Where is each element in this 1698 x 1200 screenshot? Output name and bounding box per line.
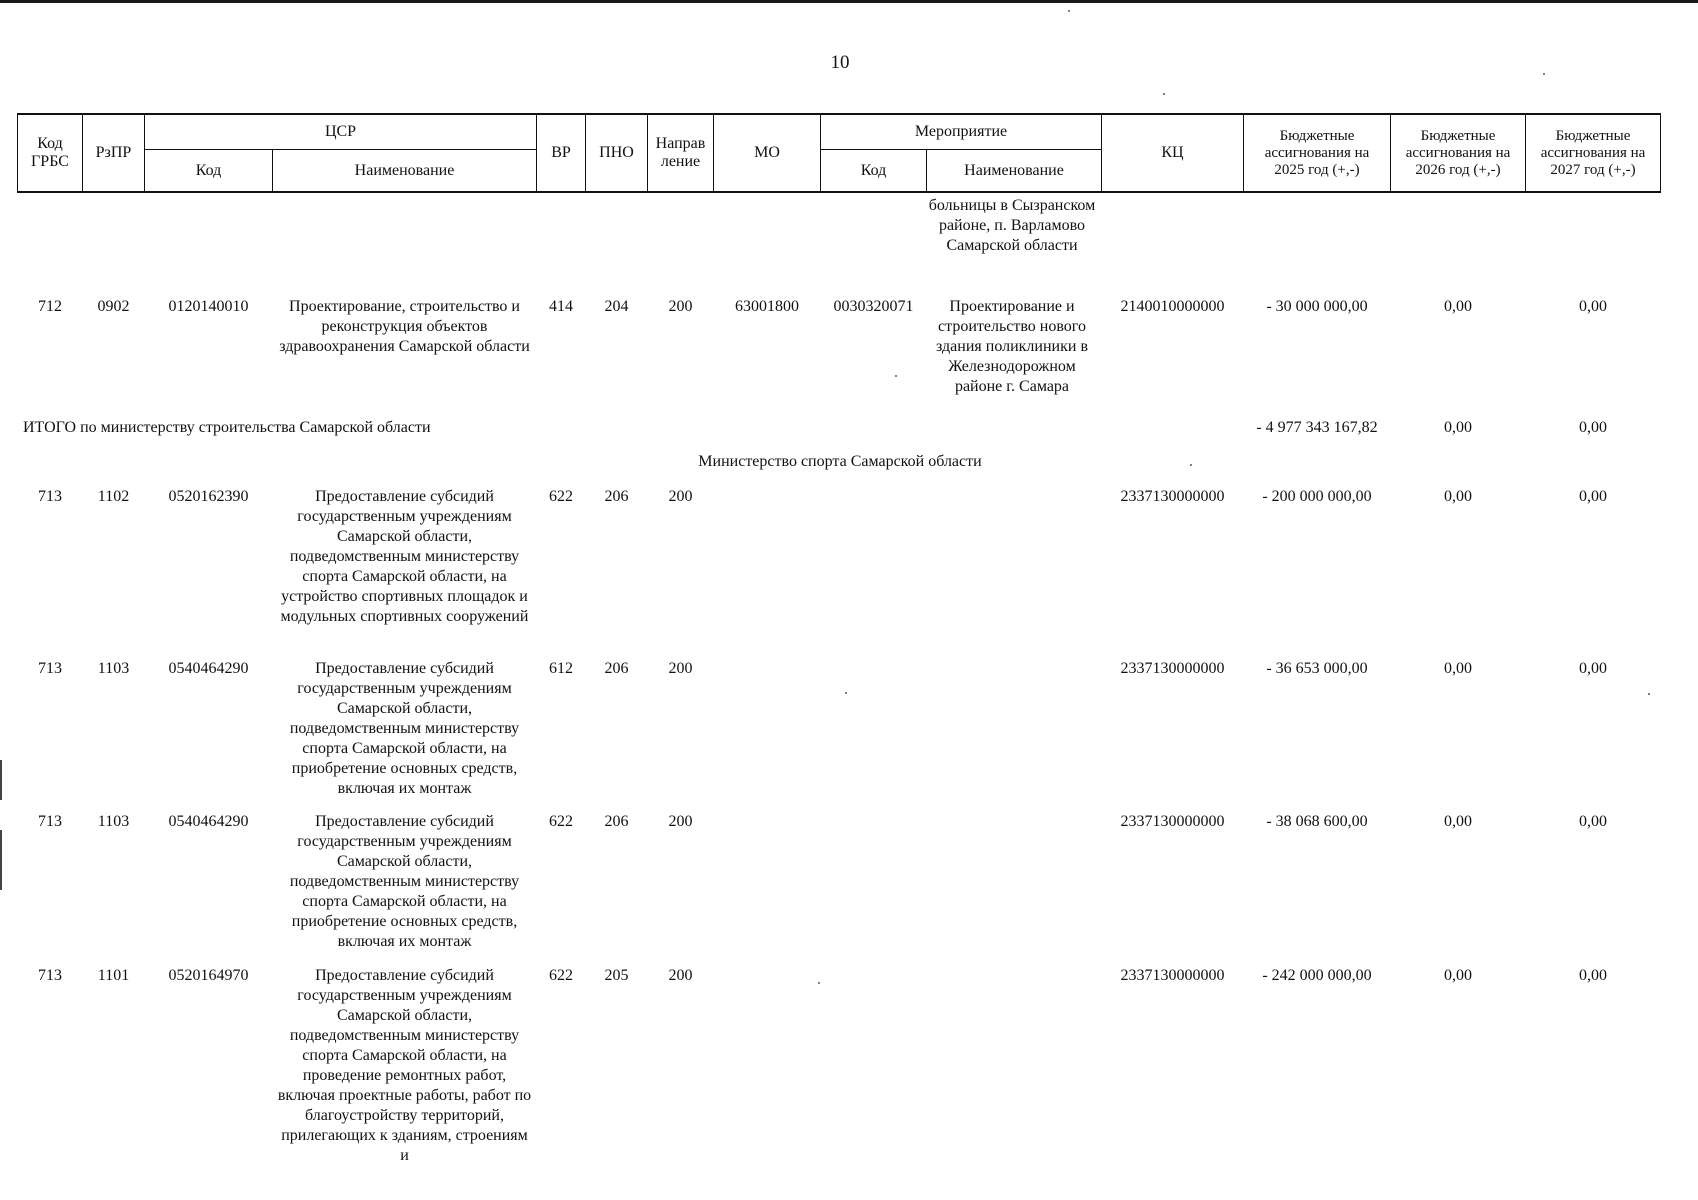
cell-kc: 2337130000000 <box>1120 660 1225 677</box>
cell-rzpr: 1103 <box>97 660 130 677</box>
scan-speck <box>1543 73 1545 75</box>
page-number: 10 <box>830 52 850 73</box>
cell-budget-2027: 0,00 <box>1579 660 1607 677</box>
cell-budget-2027: 0,00 <box>1579 488 1607 505</box>
cell-budget-2025: - 38 068 600,00 <box>1266 813 1368 830</box>
cell-csr-kod: 0120140010 <box>168 298 249 315</box>
cell-kc: 2337130000000 <box>1120 967 1225 984</box>
scan-speck <box>845 692 847 694</box>
cell-vr: 612 <box>549 660 573 677</box>
header-rzpr: РзПР <box>95 144 132 161</box>
scan-speck <box>1068 10 1070 12</box>
scan-edge-mark <box>0 760 2 800</box>
header-bottom-rule <box>17 191 1661 193</box>
scan-speck <box>1190 464 1192 466</box>
cell-vr: 622 <box>549 813 573 830</box>
section-title: Министерство спорта Самарской области <box>698 453 982 470</box>
cell-csr-name: Предоставление субсидий государственным учреждениям Самарской области, подведомственным министерству спорта Самарской области, на приобретение основных средств, включая их монтаж <box>289 660 520 797</box>
cell-kc: 2337130000000 <box>1120 488 1225 505</box>
cell-vr: 622 <box>549 967 573 984</box>
cell-budget-2026: 0,00 <box>1444 967 1472 984</box>
cell-pno: 206 <box>604 660 629 677</box>
scan-speck <box>1648 693 1650 695</box>
cell-csr-kod: 0540464290 <box>168 660 249 677</box>
cell-budget-2025: - 200 000 000,00 <box>1262 488 1372 505</box>
cell-budget-2026: 0,00 <box>1444 488 1472 505</box>
cell-pno: 205 <box>604 967 629 984</box>
header-mer-name: Наименование <box>964 161 1064 179</box>
header-napravlenie: Направ ление <box>655 135 706 170</box>
cell-vr: 414 <box>549 298 573 315</box>
cell-grbs: 713 <box>38 660 62 677</box>
cell-budget-2025: - 36 653 000,00 <box>1266 660 1368 677</box>
cell-csr-kod: 0540464290 <box>168 813 249 830</box>
cell-budget-2026: 0,00 <box>1444 813 1472 830</box>
total-budget-2025: - 4 977 343 167,82 <box>1256 419 1378 436</box>
total-label: ИТОГО по министерству строительства Самарской области <box>23 419 431 436</box>
cell-csr-kod: 0520162390 <box>168 488 249 505</box>
cell-csr-name: Предоставление субсидий государственным учреждениям Самарской области, подведомственным министерству спорта Самарской области, на проведение ремонтных работ, включая проектные работы, работ по благоустройству территорий, прилегающих к зданиям, строениям и <box>277 967 532 1164</box>
cell-budget-2027: 0,00 <box>1579 298 1607 315</box>
header-vline <box>1660 113 1661 193</box>
cell-budget-2027: 0,00 <box>1579 813 1607 830</box>
header-csr: ЦСР <box>324 123 357 140</box>
cell-napr: 200 <box>668 967 693 984</box>
cell-napr: 200 <box>668 660 693 677</box>
scan-edge-mark <box>0 830 2 890</box>
table-header <box>0 0 1698 200</box>
cell-csr-name: Предоставление субсидий государственным учреждениям Самарской области, подведомственным министерству спорта Самарской области, на приобретение основных средств, включая их монтаж <box>289 813 520 950</box>
cell-kc: 2337130000000 <box>1120 813 1225 830</box>
cell-budget-2027: 0,00 <box>1579 967 1607 984</box>
total-budget-2026: 0,00 <box>1444 419 1472 436</box>
header-mer-kod: Код <box>860 161 887 179</box>
cell-pno: 204 <box>604 298 629 315</box>
cell-budget-2025: - 30 000 000,00 <box>1266 298 1368 315</box>
cell-mer-name: Проектирование и строительство нового здания поликлиники в Железнодорожном районе г. Самара <box>936 298 1088 395</box>
header-csr-kod: Код <box>195 161 222 179</box>
header-budget-2026: Бюджетные ассигнования на 2026 год (+,-) <box>1405 127 1511 178</box>
cell-mo: 63001800 <box>735 298 799 315</box>
cell-grbs: 713 <box>38 967 62 984</box>
cell-rzpr: 1102 <box>97 488 130 505</box>
header-meropriyatie: Мероприятие <box>914 123 1008 140</box>
cell-grbs: 712 <box>38 298 62 315</box>
cell-vr: 622 <box>549 488 573 505</box>
header-kod-grbs: Код ГРБС <box>31 135 69 170</box>
cell-budget-2026: 0,00 <box>1444 298 1472 315</box>
cell-napr: 200 <box>668 813 693 830</box>
cell-rzpr: 0902 <box>97 298 130 315</box>
cell-budget-2025: - 242 000 000,00 <box>1262 967 1372 984</box>
cell-csr-kod: 0520164970 <box>168 967 249 984</box>
total-budget-2027: 0,00 <box>1579 419 1607 436</box>
scan-speck <box>1163 93 1165 95</box>
cell-grbs: 713 <box>38 813 62 830</box>
cell-budget-2026: 0,00 <box>1444 660 1472 677</box>
cell-kc: 2140010000000 <box>1120 298 1225 315</box>
header-budget-2025: Бюджетные ассигнования на 2025 год (+,-) <box>1264 127 1370 178</box>
scan-speck <box>895 375 897 377</box>
header-pno: ПНО <box>599 144 634 161</box>
cell-csr-name: Предоставление субсидий государственным учреждениям Самарской области, подведомственным министерству спорта Самарской области, на устройство спортивных площадок и модульных спортивных сооружений <box>280 488 529 625</box>
header-mo: МО <box>754 144 780 161</box>
header-vr: ВР <box>551 144 571 161</box>
cell-napr: 200 <box>668 488 693 505</box>
header-kc: КЦ <box>1161 144 1184 161</box>
header-budget-2027: Бюджетные ассигнования на 2027 год (+,-) <box>1540 127 1646 178</box>
header-csr-name: Наименование <box>354 161 455 179</box>
cell-grbs: 713 <box>38 488 62 505</box>
continuation-mer-name: больницы в Сызранском районе, п. Варламово Самарской области <box>928 197 1096 254</box>
cell-napr: 200 <box>668 298 693 315</box>
cell-csr-name: Проектирование, строительство и реконструкция объектов здравоохранения Самарской области <box>279 298 530 355</box>
cell-pno: 206 <box>604 813 629 830</box>
cell-rzpr: 1101 <box>97 967 130 984</box>
scan-speck <box>818 982 820 984</box>
cell-rzpr: 1103 <box>97 813 130 830</box>
cell-pno: 206 <box>604 488 629 505</box>
cell-mer-kod: 0030320071 <box>833 298 914 315</box>
